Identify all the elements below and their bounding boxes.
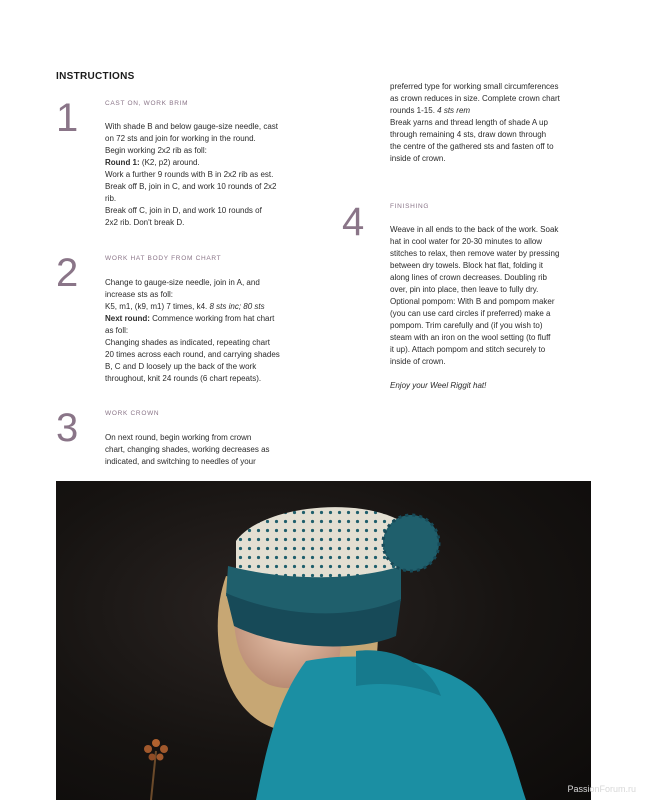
berry-branch bbox=[144, 739, 168, 800]
page-heading: INSTRUCTIONS bbox=[56, 71, 135, 82]
step-3-number: 3 bbox=[56, 406, 79, 450]
body-line: With shade B and below gauge-size needle, cast bbox=[105, 122, 278, 131]
body-line: Round 1: (K2, p2) around. bbox=[105, 158, 200, 167]
body-line: as crown reduces in size. Complete crown chart bbox=[390, 94, 560, 103]
body-line: On next round, begin working from crown bbox=[105, 433, 252, 442]
body-line: Break yarns and thread length of shade A up bbox=[390, 118, 548, 127]
body-line: rounds 1-15. 4 sts rem bbox=[390, 106, 471, 115]
step-2-body bbox=[105, 277, 280, 385]
body-line: throughout, knit 24 rounds (6 chart repeats). bbox=[105, 374, 262, 383]
body-line: increase sts as foll: bbox=[105, 290, 174, 299]
body-line: Next round: Commence working from hat chart bbox=[105, 314, 275, 323]
body-line: (you can use card circles if preferred) make a bbox=[390, 309, 551, 318]
stitch-count-note: 4 sts rem bbox=[437, 106, 471, 115]
hat-crown bbox=[236, 507, 401, 579]
step-4-title: FINISHING bbox=[390, 203, 430, 210]
body-line: the centre of the gathered sts and fasten off to bbox=[390, 142, 554, 151]
body-line: Break off B, join in C, and work 10 rounds of 2x2 bbox=[105, 182, 277, 191]
body-line: Weave in all ends to the back of the work. Soak bbox=[390, 225, 559, 234]
step-1-number: 1 bbox=[56, 96, 79, 140]
step-3-body bbox=[105, 432, 270, 468]
step-1-body bbox=[105, 121, 278, 229]
body-line: preferred type for working small circumferences bbox=[390, 82, 559, 91]
body-line: 20 times across each round, and carrying shades bbox=[105, 350, 280, 359]
body-line: as foll: bbox=[105, 326, 129, 335]
body-line: rib. bbox=[105, 194, 117, 203]
step-3-title: WORK CROWN bbox=[105, 410, 160, 417]
body-line: through remaining 4 sts, draw down through bbox=[390, 130, 547, 139]
body-line: along lines of crown decreases. Doubling rib bbox=[390, 273, 547, 282]
step-4-body bbox=[390, 224, 559, 392]
body-line: between dry towels. Block hat flat, folding it bbox=[390, 261, 543, 270]
body-line: inside of crown. bbox=[390, 154, 446, 163]
body-line: pompom. Trim carefully and (if you wish to) bbox=[390, 321, 543, 330]
body-line: Begin working 2x2 rib as foll: bbox=[105, 146, 207, 155]
body-line: over, pin into place, then leave to fully dry. bbox=[390, 285, 539, 294]
body-line: Optional pompom: With B and pompom maker bbox=[390, 297, 555, 306]
body-line: hat in cool water for 20-30 minutes to allow bbox=[390, 237, 543, 246]
closing-line: Enjoy your Weel Riggit hat! bbox=[390, 381, 487, 390]
round-1-label: Round 1: bbox=[105, 158, 140, 167]
step-4-number: 4 bbox=[342, 200, 365, 244]
body-line: on 72 sts and join for working in the round. bbox=[105, 134, 256, 143]
body-line: K5, m1, (k9, m1) 7 times, k4. 8 sts inc; 80 sts bbox=[105, 302, 265, 311]
body-line: Break off C, join in D, and work 10 rounds of bbox=[105, 206, 262, 215]
step-3-continuation bbox=[390, 81, 560, 165]
body-line: indicated, and switching to needles of your bbox=[105, 457, 256, 466]
body-line: steam with an iron on the wool setting (to fluff bbox=[390, 333, 551, 342]
step-1-title: CAST ON, WORK BRIM bbox=[105, 100, 189, 107]
stitch-count-note: 8 sts inc; 80 sts bbox=[209, 302, 265, 311]
hat-photo-illustration bbox=[56, 481, 591, 800]
step-2-title: WORK HAT BODY FROM CHART bbox=[105, 255, 222, 262]
watermark: PassionForum.ru bbox=[567, 784, 636, 794]
next-round-label: Next round: bbox=[105, 314, 150, 323]
body-line: B, C and D loosely up the back of the work bbox=[105, 362, 257, 371]
body-line: it up). Attach pompom and stitch securely to bbox=[390, 345, 546, 354]
step-2-number: 2 bbox=[56, 251, 79, 295]
hat-photo bbox=[56, 481, 591, 800]
body-line: Changing shades as indicated, repeating chart bbox=[105, 338, 270, 347]
body-line: Change to gauge-size needle, join in A, and bbox=[105, 278, 260, 287]
body-line: 2x2 rib. Don't break D. bbox=[105, 218, 185, 227]
body-line: Work a further 9 rounds with B in 2x2 rib as est. bbox=[105, 170, 274, 179]
body-line: inside of crown. bbox=[390, 357, 446, 366]
body-line: stitches to relax, then remove water by pressing bbox=[390, 249, 560, 258]
body-line: chart, changing shades, working decreases as bbox=[105, 445, 270, 454]
